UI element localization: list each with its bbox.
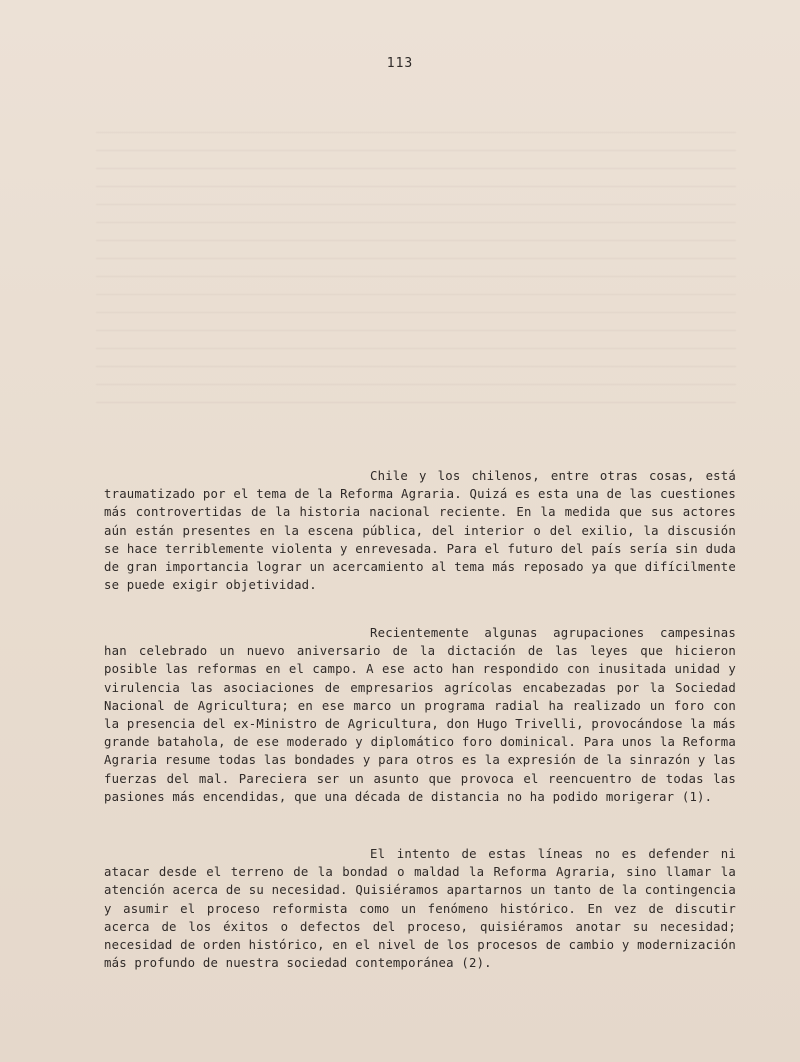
page-number: 113 [386,56,414,71]
paragraph-2: Recientemente algunas agrupaciones campesinas han celebrado un nuevo aniversario de la dictación de las leyes que hicieron posible las reformas en el campo. A ese acto han respondido con inusitada unidad y virulencia las asociaciones de empresarios agrícolas encabezadas por la Sociedad Nacional de Agricultura; en ese marco un programa radial ha realizado un foro con la presencia del ex-Ministro de Agricultura, don Hugo Trivelli, provocándose la más grande batahola, de ese moderado y diplomático foro dominical. Para unos la Reforma Agraria resume todas las bondades y para otros es la expresión de la sinrazón y las fuerzas del mal. Pareciera ser un asunto que provoca el reencuentro de todas las pasiones más encendidas, que una década de distancia no ha podido morigerar (1). [104,626,736,804]
paragraph-3: El intento de estas líneas no es defender ni atacar desde el terreno de la bondad o maldad la Reforma Agraria, sino llamar la atención acerca de su necesidad. Quisiéramos apartarnos un tanto de la contingencia y asumir el proceso reformista como un fenómeno histórico. En vez de discutir acerca de los éxitos o defectos del proceso, quisiéramos anotar su necesidad; necesidad de orden histórico, en el nivel de los procesos de cambio y modernización más profundo de nuestra sociedad contemporánea (2). [104,847,736,971]
bleed-through-text [96,118,736,418]
paragraph-1: Chile y los chilenos, entre otras cosas, está traumatizado por el tema de la Reforma Agraria. Quizá es esta una de las cuestiones más controvertidas de la historia nacional reciente. En la medida que sus actores aún están presentes en la escena pública, del interior o del exilio, la discusión se hace terriblemente violenta y enrevesada. Para el futuro del país sería sin duda de gran importancia lograr un acercamiento al tema más reposado ya que difícilmente se puede exigir objetividad. [104,469,736,593]
